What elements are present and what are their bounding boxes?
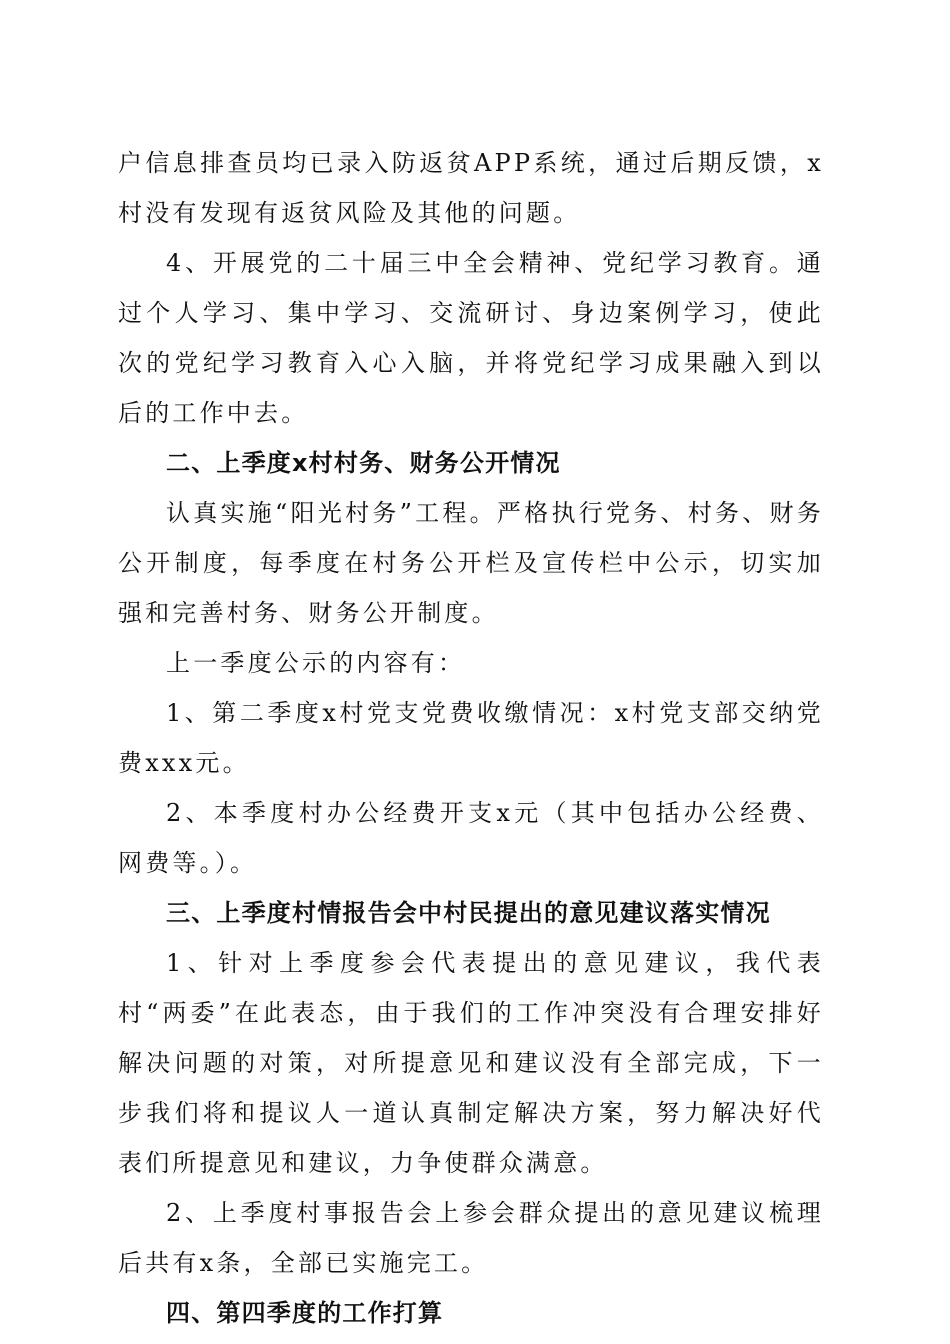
paragraph-suggestions-response: 1、针对上季度参会代表提出的意见建议，我代表村“两委”在此表态，由于我们的工作冲突没有合理安排好解决问题的对策，对所提意见和建议没有全部完成，下一步我们将和提议人一道认真制定解决方案，努力解决好代表们所提意见和建议，力争使群众满意。 <box>118 949 824 1177</box>
paragraph-disclosure-intro: 上一季度公示的内容有： <box>166 649 466 677</box>
paragraph-office-expenses: 2、本季度村办公经费开支x元（其中包括办公经费、网费等。）。 <box>118 799 824 877</box>
section-heading-2: 二、上季度x村村务、财务公开情况 <box>166 449 561 477</box>
paragraph-suggestions-completed: 2、上季度村事报告会上参会群众提出的意见建议梳理后共有x条，全部已实施完工。 <box>118 1199 824 1277</box>
document-page <box>118 138 824 1338</box>
section-heading-4: 四、第四季度的工作打算 <box>166 1299 444 1327</box>
paragraph-sunshine-affairs: 认真实施“阳光村务”工程。严格执行党务、村务、财务公开制度，每季度在村务公开栏及宣传栏中公示，切实加强和完善村务、财务公开制度。 <box>118 499 824 627</box>
paragraph-party-dues: 1、第二季度x村党支党费收缴情况：x村党支部交纳党费xxx元。 <box>118 699 824 777</box>
section-heading-3: 三、上季度村情报告会中村民提出的意见建议落实情况 <box>166 899 771 927</box>
paragraph-party-study: 4、开展党的二十届三中全会精神、党纪学习教育。通过个人学习、集中学习、交流研讨、身边案例学习，使此次的党纪学习教育入心入脑，并将党纪学习成果融入到以后的工作中去。 <box>118 249 824 427</box>
paragraph-return-poverty-check: 户信息排查员均已录入防返贫APP系统，通过后期反馈，x村没有发现有返贫风险及其他的问题。 <box>118 149 824 227</box>
